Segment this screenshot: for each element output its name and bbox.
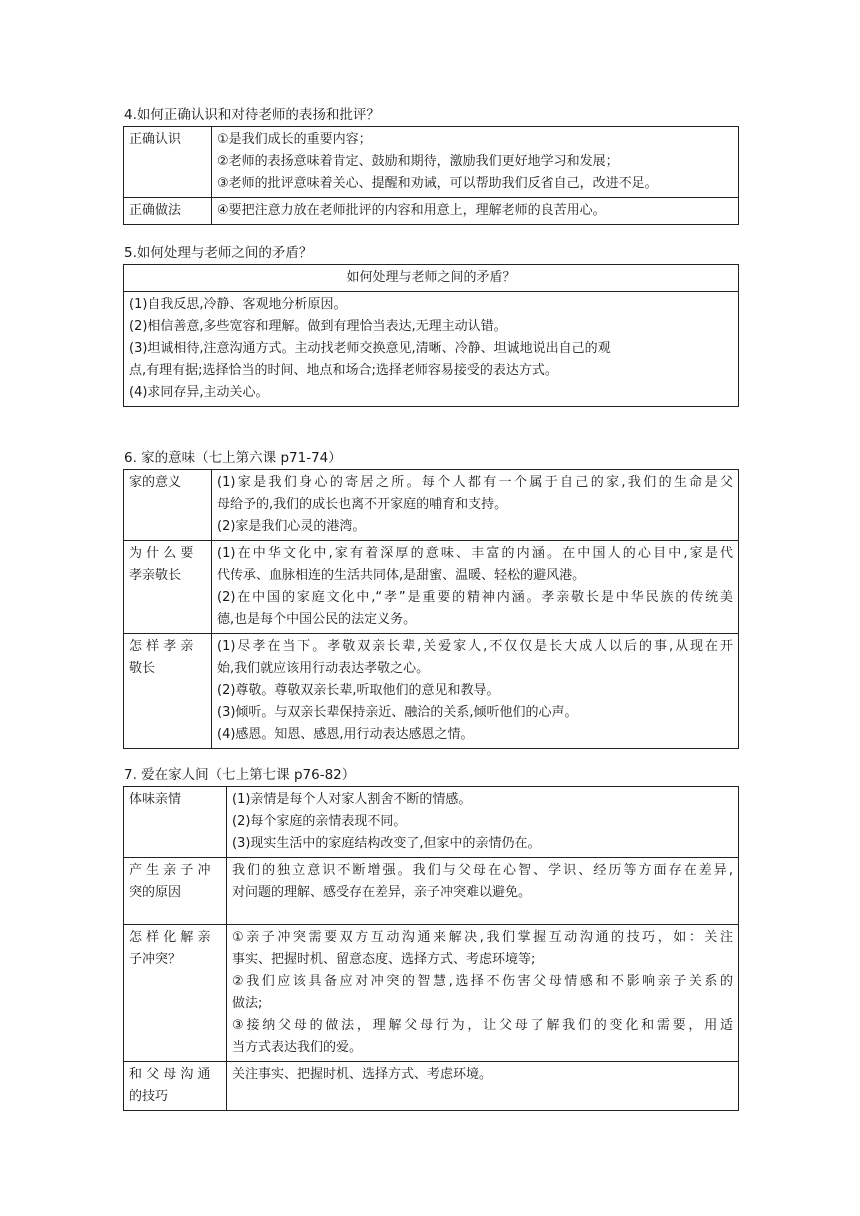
content-line: ③老师的批评意味着关心、提醒和劝诫，可以帮助我们反省自己，改进不足。	[217, 176, 658, 191]
content-line: ②我们应该具备应对冲突的智慧,选择不伤害父母情感和不影响亲子关系的	[232, 974, 733, 989]
content-line: (1)家是我们身心的寄居之所。每个人都有一个属于自己的家,我们的生命是父	[217, 475, 733, 490]
content-line: 德,也是每个中国公民的法定义务。	[217, 612, 417, 627]
row-label	[124, 1062, 227, 1111]
content-line: 做法;	[232, 996, 263, 1011]
row-label-line: 怎 样 化 解 亲	[129, 930, 211, 945]
table-row	[124, 292, 739, 407]
row-label-line: 怎 样 孝 亲	[129, 639, 194, 654]
row-label-line: 和 父 母 沟 通	[129, 1067, 211, 1082]
content-line: (1)亲情是每个人对家人割舍不断的情感。	[232, 792, 472, 807]
row-label-line: 的技巧	[129, 1089, 169, 1104]
table-header: 如何处理与老师之间的矛盾？	[124, 265, 739, 292]
section-6-table	[123, 469, 739, 749]
row-label: 正确认识	[124, 127, 212, 198]
row-content	[212, 634, 739, 749]
row-label-line: 产 生 亲 子 冲	[129, 863, 211, 878]
table-row	[124, 470, 739, 541]
section-4-table	[123, 126, 739, 225]
section-6-title: 6. 家的意味（七上第六课 p71-74）	[124, 450, 342, 466]
section-5-title: 5.如何处理与老师之间的矛盾？	[124, 245, 313, 261]
content-line: ①是我们成长的重要内容；	[217, 132, 372, 147]
table-row	[124, 541, 739, 634]
row-label-line: 为 什 么 要	[129, 546, 194, 561]
section-4-title: 4.如何正确认识和对待老师的表扬和批评？	[124, 107, 380, 123]
content-line: (2)家是我们心灵的港湾。	[217, 519, 366, 534]
section-5-table	[123, 264, 739, 407]
content-line: 关注事实、把握时机、选择方式、考虑环境。	[232, 1067, 493, 1082]
content-line: (2)每个家庭的亲情表现不同。	[232, 814, 407, 829]
content-line: (3)坦诚相待,注意沟通方式。主动找老师交换意见,清晰、冷静、坦诚地说出自己的观	[129, 341, 611, 356]
row-content	[227, 1062, 739, 1111]
row-label-line: 突的原因	[129, 885, 182, 900]
row-label-line: 孝亲敬长	[129, 568, 182, 583]
row-label	[124, 541, 212, 634]
content-line: (2)相信善意,多些宽容和理解。做到有理恰当表达,无理主动认错。	[129, 319, 507, 334]
row-label: 正确做法	[124, 198, 212, 225]
content-line: 我们的独立意识不断增强。我们与父母在心智、学识、经历等方面存在差异,	[232, 863, 733, 878]
row-label	[124, 925, 227, 1062]
table-header-row	[124, 265, 739, 292]
content-line: ①亲子冲突需要双方互动沟通来解决,我们掌握互动沟通的技巧，如：关注	[232, 930, 733, 945]
row-label-line: 家的意义	[129, 475, 182, 490]
content-line: (1)尽孝在当下。孝敬双亲长辈,关爱家人,不仅仅是长大成人以后的事,从现在开	[217, 639, 733, 654]
content-line: 对问题的理解、感受存在差异，亲子冲突难以避免。	[232, 885, 532, 900]
table-row	[124, 787, 739, 858]
row-label	[124, 634, 212, 749]
row-content	[212, 541, 739, 634]
row-label-line: 敬长	[129, 661, 156, 676]
content-line: 始,我们就应该用行动表达孝敬之心。	[217, 661, 430, 676]
content-line: (4)感恩。知恩、感恩,用行动表达感恩之情。	[217, 727, 474, 742]
content-line: (1)在中华文化中,家有着深厚的意味、丰富的内涵。在中国人的心目中,家是代	[217, 546, 733, 561]
content-line: (4)求同存异,主动关心。	[129, 385, 269, 400]
content-line: 当方式表达我们的爱。	[232, 1040, 363, 1055]
content-line: ③接纳父母的做法，理解父母行为，让父母了解我们的变化和需要，用适	[232, 1018, 733, 1033]
row-label-line: 体味亲情	[129, 792, 182, 807]
row-label	[124, 787, 227, 858]
table-row	[124, 858, 739, 925]
table-row	[124, 925, 739, 1062]
table-row	[124, 634, 739, 749]
content-line: 代传承、血脉相连的生活共同体,是甜蜜、温暖、轻松的避风港。	[217, 568, 586, 583]
content-line: 点,有理有据;选择恰当的时间、地点和场合;选择老师容易接受的表达方式。	[129, 363, 558, 378]
row-label	[124, 470, 212, 541]
row-label-line: 子冲突？	[129, 952, 182, 967]
table-row	[124, 198, 739, 225]
content-line: (3)倾听。与双亲长辈保持亲近、融洽的关系,倾听他们的心声。	[217, 705, 578, 720]
content-line: (2)在中国的家庭文化中,“孝”是重要的精神内涵。孝亲敬长是中华民族的传统美	[217, 590, 733, 605]
content-line: ②老师的表扬意味着肯定、鼓励和期待，激励我们更好地学习和发展；	[217, 154, 619, 169]
row-content	[227, 787, 739, 858]
row-content	[212, 198, 739, 225]
row-content	[124, 292, 739, 407]
row-content	[212, 470, 739, 541]
content-line: (1)自我反思,冷静、客观地分析原因。	[129, 297, 347, 312]
content-line: (2)尊敬。尊敬双亲长辈,听取他们的意见和教导。	[217, 683, 500, 698]
section-7-title: 7. 爱在家人间（七上第七课 p76-82）	[124, 767, 356, 783]
row-label	[124, 858, 227, 925]
content-line: 母给予的,我们的成长也离不开家庭的哺育和支持。	[217, 497, 508, 512]
row-content	[227, 858, 739, 925]
content-line: ④要把注意力放在老师批评的内容和用意上，理解老师的良苦用心。	[217, 203, 606, 218]
table-row	[124, 1062, 739, 1111]
content-line: (3)现实生活中的家庭结构改变了,但家中的亲情仍在。	[232, 836, 541, 851]
content-line: 事实、把握时机、留意态度、选择方式、考虑环境等;	[232, 952, 536, 967]
table-row	[124, 127, 739, 198]
row-content	[212, 127, 739, 198]
section-7-table	[123, 786, 739, 1111]
row-content	[227, 925, 739, 1062]
